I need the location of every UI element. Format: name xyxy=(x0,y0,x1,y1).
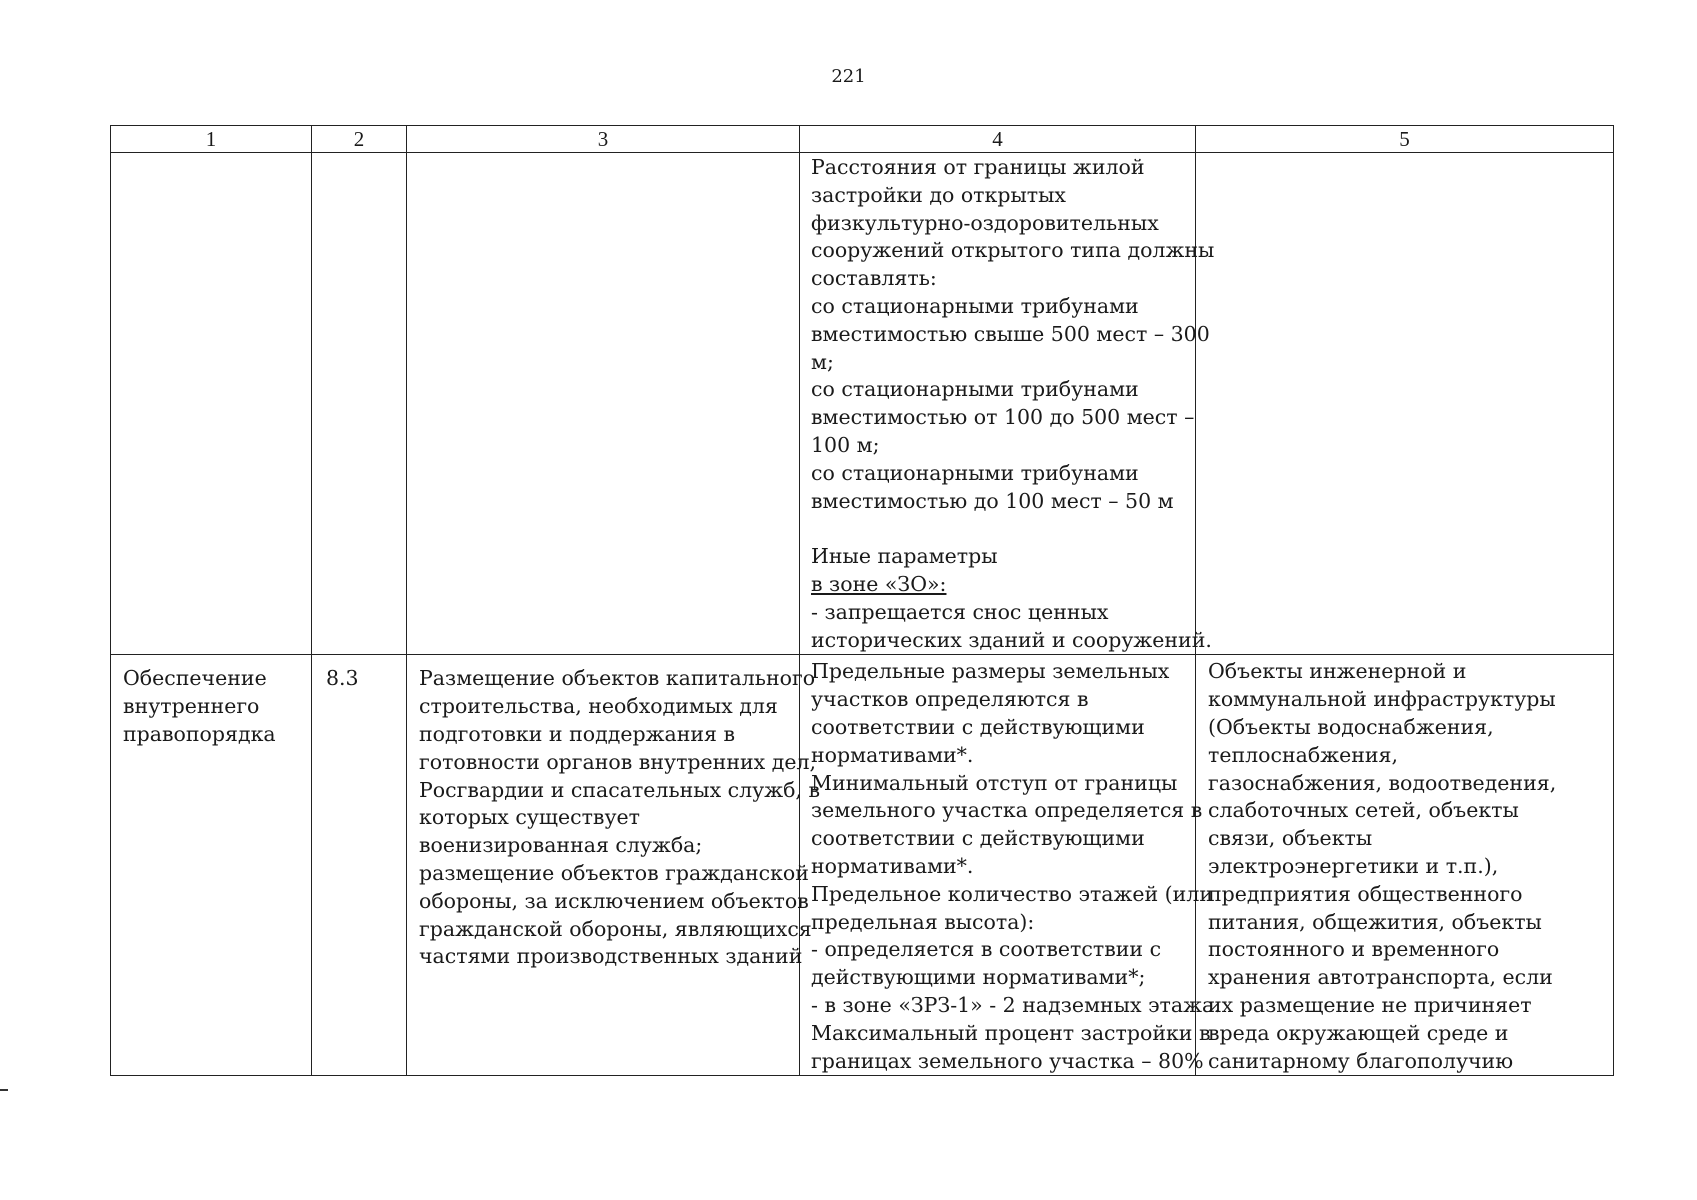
cell-line: санитарному благополучию xyxy=(1208,1048,1514,1073)
cell-line: - в зоне «ЗРЗ-1» - 2 надземных этажа. xyxy=(811,992,1221,1017)
cell-line: исторических зданий и сооружений. xyxy=(811,627,1212,652)
cell-line: Расстояния от границы жилой xyxy=(811,155,1145,179)
column-header-1: 1 xyxy=(111,126,312,153)
cell-line: (Объекты водоснабжения, xyxy=(1208,714,1494,739)
table-row xyxy=(111,153,1614,655)
cell-line: соответствии с действующими xyxy=(811,714,1145,739)
column-header-2: 2 xyxy=(312,126,407,153)
page-number: 221 xyxy=(831,66,866,87)
cell-line: Предельные размеры земельных xyxy=(811,659,1170,684)
cell-line: нормативами*. xyxy=(811,853,974,878)
cell-line: Размещение объектов капитального xyxy=(419,666,816,691)
cell-line: Иные параметры xyxy=(811,544,998,569)
cell-line: участков определяются в xyxy=(811,687,1089,712)
cell-line: земельного участка определяется в xyxy=(811,798,1203,823)
margin-mark xyxy=(0,1089,8,1091)
cell-line: готовности органов внутренних дел, xyxy=(419,749,817,774)
table-row xyxy=(111,655,1614,1076)
cell-line: границах земельного участка – 80% xyxy=(811,1048,1204,1073)
cell-line: сооружений открытого типа должны xyxy=(811,238,1215,263)
cell-line: предприятия общественного xyxy=(1208,881,1523,906)
cell-line: со стационарными трибунами xyxy=(811,460,1139,485)
cell-code xyxy=(312,153,407,655)
cell-line: в зоне «ЗО»: xyxy=(811,571,947,596)
column-header-3: 3 xyxy=(407,126,800,153)
column-header-5: 5 xyxy=(1196,126,1614,153)
column-header-4: 4 xyxy=(800,126,1196,153)
cell-line xyxy=(811,515,1189,543)
cell-line: действующими нормативами*; xyxy=(811,965,1146,990)
cell-line: физкультурно-оздоровительных xyxy=(811,210,1159,235)
cell-description xyxy=(407,655,821,1076)
cell-line: которых существует xyxy=(419,805,640,830)
cell-line: вместимостью до 100 мест – 50 м xyxy=(811,488,1174,513)
cell-line: их размещение не причиняет xyxy=(1208,992,1532,1017)
cell-auxiliary-uses xyxy=(1196,655,1614,1076)
cell-line: нормативами*. xyxy=(811,742,974,767)
cell-line: Обеспечение xyxy=(123,666,267,691)
cell-line: 8.3 xyxy=(326,666,359,691)
cell-description xyxy=(407,153,800,655)
cell-line: коммунальной инфраструктуры xyxy=(1208,687,1556,712)
cell-line: со стационарными трибунами xyxy=(811,377,1139,402)
cell-line: вместимостью от 100 до 500 мест – xyxy=(811,405,1195,430)
cell-line: постоянного и временного xyxy=(1208,937,1500,962)
cell-line: Максимальный процент застройки в xyxy=(811,1020,1211,1045)
cell-line: правопорядка xyxy=(123,721,276,746)
cell-line: электроэнергетики и т.п.), xyxy=(1208,853,1499,878)
cell-line: вреда окружающей среде и xyxy=(1208,1020,1509,1045)
cell-line: Минимальный отступ от границы xyxy=(811,770,1178,795)
cell-line: составлять: xyxy=(811,266,937,291)
cell-line: размещение объектов гражданской xyxy=(419,860,809,885)
cell-auxiliary-uses xyxy=(1196,153,1614,655)
cell-line: предельная высота): xyxy=(811,909,1035,934)
cell-line: вместимостью свыше 500 мест – 300 xyxy=(811,321,1210,346)
cell-line: Объекты инженерной и xyxy=(1208,659,1467,684)
cell-line: м; xyxy=(811,349,834,374)
cell-line: теплоснабжения, xyxy=(1208,742,1398,767)
cell-line: питания, общежития, объекты xyxy=(1208,909,1542,934)
cell-line: 100 м; xyxy=(811,432,880,457)
cell-line: хранения автотранспорта, если xyxy=(1208,965,1553,990)
cell-line: застройки до открытых xyxy=(811,182,1066,207)
cell-code xyxy=(312,655,407,1076)
cell-line: строительства, необходимых для xyxy=(419,694,778,719)
cell-usage-type xyxy=(111,153,312,655)
cell-line: слаботочных сетей, объекты xyxy=(1208,798,1519,823)
cell-line: со стационарными трибунами xyxy=(811,293,1139,318)
cell-line: подготовки и поддержания в xyxy=(419,721,736,746)
cell-line: обороны, за исключением объектов xyxy=(419,888,809,913)
cell-line: газоснабжения, водоотведения, xyxy=(1208,770,1557,795)
cell-line: частями производственных зданий xyxy=(419,944,803,969)
regulations-table xyxy=(110,125,1614,1076)
cell-line: Предельное количество этажей (или xyxy=(811,881,1214,906)
cell-line: - запрещается снос ценных xyxy=(811,599,1109,624)
table-header-row xyxy=(111,126,1614,153)
cell-line: связи, объекты xyxy=(1208,826,1373,851)
cell-line: - определяется в соответствии с xyxy=(811,937,1162,962)
cell-parameters xyxy=(800,153,1215,655)
cell-line: внутреннего xyxy=(123,694,260,719)
cell-usage-type xyxy=(111,655,312,1076)
cell-line: гражданской обороны, являющихся xyxy=(419,916,812,941)
cell-line: военизированная служба; xyxy=(419,833,703,858)
cell-parameters xyxy=(800,655,1221,1076)
cell-line: Росгвардии и спасательных служб, в xyxy=(419,777,821,802)
cell-line: соответствии с действующими xyxy=(811,826,1145,851)
